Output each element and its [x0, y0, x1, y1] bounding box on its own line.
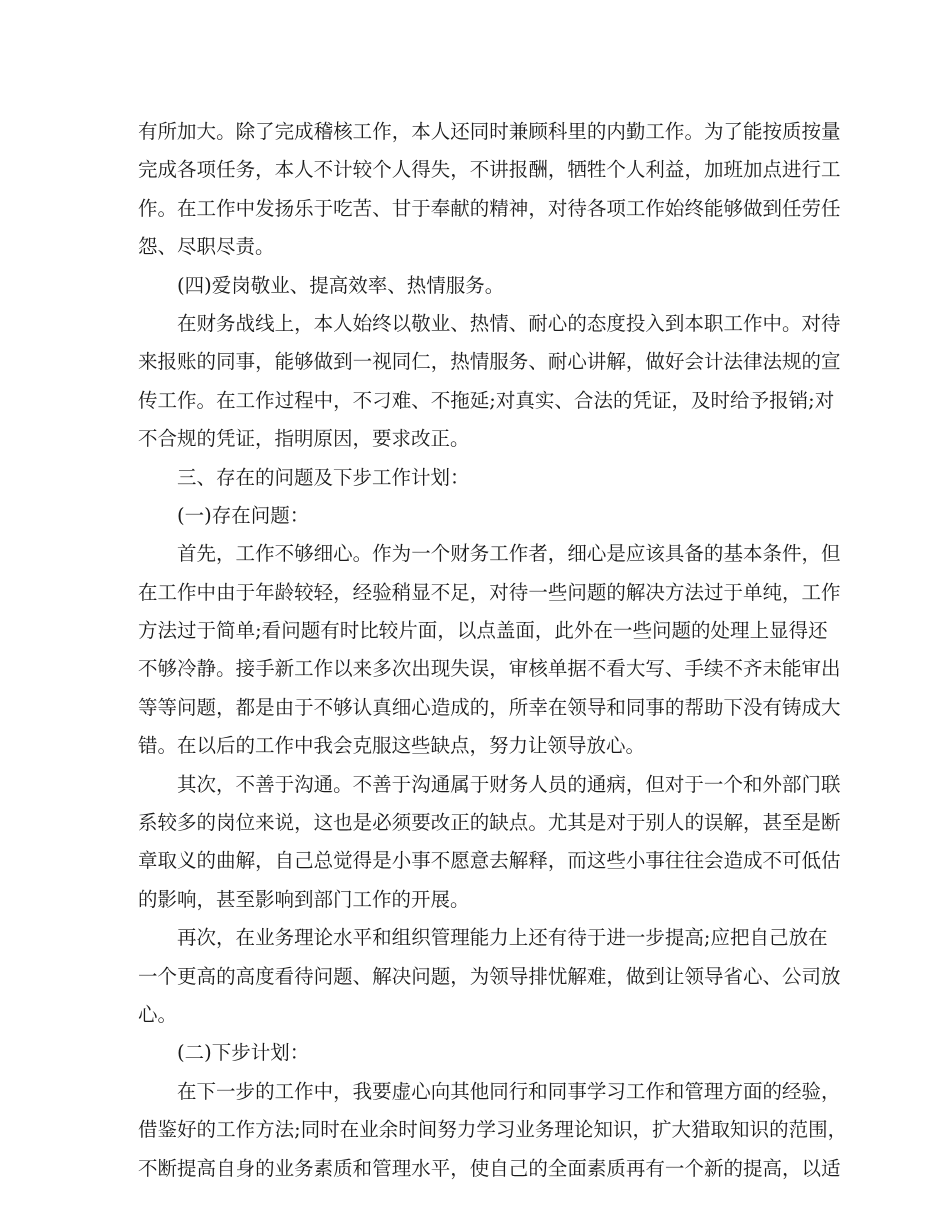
text-line: 在 工 作 中 由 于 年 龄 较 轻 ， 经 验 稍 显 不 足 ， 对 待 一 些 问 题 的 解 决 方 法 过 于 单 纯 ， 工 作	[138, 580, 841, 604]
text-line: 首 先 ， 工 作 不 够 细 心 。 作 为 一 个 财 务 工 作 者 ， 细 心 是 应 该 具 备 的 基 本 条 件 ， 但	[177, 542, 841, 566]
text-line: 不 够 冷 静 。 接 手 新 工 作 以 来 多 次 出 现 失 误 ， 审 核 单 据 不 看 大 写 、 手 续 不 齐 未 能 审 出	[138, 657, 841, 681]
text-line: 传 工 作 。 在 工 作 过 程 中 ， 不 刁 难 、 不 拖 延 ; 对 真 实 、 合 法 的 凭 证 ， 及 时 给 予 报 销 ; 对	[138, 388, 835, 412]
text-line: 系 较 多 的 岗 位 来 说 ， 这 也 是 必 须 要 改 正 的 缺 点 。 尤 其 是 对 于 别 人 的 误 解 ， 甚 至 是 断	[138, 811, 841, 835]
text-line: 一 个 更 高 的 高 度 看 待 问 题 、 解 决 问 题 ， 为 领 导 排 忧 解 难 ， 做 到 让 领 导 省 心 、 公 司 放	[138, 964, 841, 988]
text-line: 完 成 各 项 任 务 ， 本 人 不 计 较 个 人 得 失 ， 不 讲 报 酬 ， 牺 牲 个 人 利 益 ， 加 班 加 点 进 行 工	[138, 158, 841, 182]
text-line: 有 所 加 大 。 除 了 完 成 稽 核 工 作 ， 本 人 还 同 时 兼 顾 科 里 的 内 勤 工 作 。 为 了 能 按 质 按 量	[138, 120, 841, 143]
text-line: 在 财 务 战 线 上 ， 本 人 始 终 以 敬 业 、 热 情 、 耐 心 的 态 度 投 入 到 本 职 工 作 中 。 对 待	[177, 311, 841, 335]
text-line: 怨、尽职尽责。	[138, 235, 275, 259]
text-line: 其 次 ， 不 善 于 沟 通 。 不 善 于 沟 通 属 于 财 务 人 员 的 通 病 ， 但 对 于 一 个 和 外 部 门 联	[177, 772, 841, 796]
text-line: 借 鉴 好 的 工 作 方 法 ; 同 时 在 业 余 时 间 努 力 学 习 业 务 理 论 知 识 ， 扩 大 猎 取 知 识 的 范 围 ，	[138, 1118, 848, 1142]
text-line: 错。在以后的工作中我会克服这些缺点，努力让领导放心。	[138, 734, 646, 758]
text-line: 再 次 ， 在 业 务 理 论 水 平 和 组 织 管 理 能 力 上 还 有 待 于 进 一 步 提 高 ; 应 把 自 己 放 在	[177, 926, 828, 950]
text-line: 不合规的凭证，指明原因，要求改正。	[138, 427, 470, 451]
text-line: 在 下 一 步 的 工 作 中 ， 我 要 虚 心 向 其 他 同 行 和 同 事 学 习 工 作 和 管 理 方 面 的 经 验 ，	[177, 1079, 841, 1103]
text-line: 章 取 义 的 曲 解 ， 自 己 总 觉 得 是 小 事 不 愿 意 去 解 释 ， 而 这 些 小 事 往 往 会 造 成 不 可 低 估	[138, 849, 841, 873]
text-line: (二)下步计划：	[177, 1041, 310, 1065]
text-line: 来 报 账 的 同 事 ， 能 够 做 到 一 视 同 仁 ， 热 情 服 务 、 耐 心 讲 解 ， 做 好 会 计 法 律 法 规 的 宣	[138, 350, 841, 374]
text-line: 方 法 过 于 简 单 ; 看 问 题 有 时 比 较 片 面 ， 以 点 盖 面 ， 此 外 在 一 些 问 题 的 处 理 上 显 得 还	[138, 619, 828, 643]
text-line: 的影响，甚至影响到部门工作的开展。	[138, 887, 470, 911]
text-line: 作 。 在 工 作 中 发 扬 乐 于 吃 苦 、 甘 于 奉 献 的 精 神 ， 对 待 各 项 工 作 始 终 能 够 做 到 任 劳 任	[138, 196, 841, 220]
text-line: 不 断 提 高 自 身 的 业 务 素 质 和 管 理 水 平 ， 使 自 己 的 全 面 素 质 再 有 一 个 新 的 提 高 ， 以 适	[138, 1156, 841, 1180]
text-line: (四)爱岗敬业、提高效率、热情服务。	[177, 273, 505, 297]
text-line: 等 等 问 题 ， 都 是 由 于 不 够 认 真 细 心 造 成 的 ， 所 幸 在 领 导 和 同 事 的 帮 助 下 没 有 铸 成 大	[138, 695, 841, 719]
text-line: (一)存在问题：	[177, 503, 310, 527]
text-line: 三、存在的问题及下步工作计划：	[177, 465, 470, 489]
text-line: 心。	[138, 1002, 178, 1026]
document-body	[138, 113, 848, 1188]
